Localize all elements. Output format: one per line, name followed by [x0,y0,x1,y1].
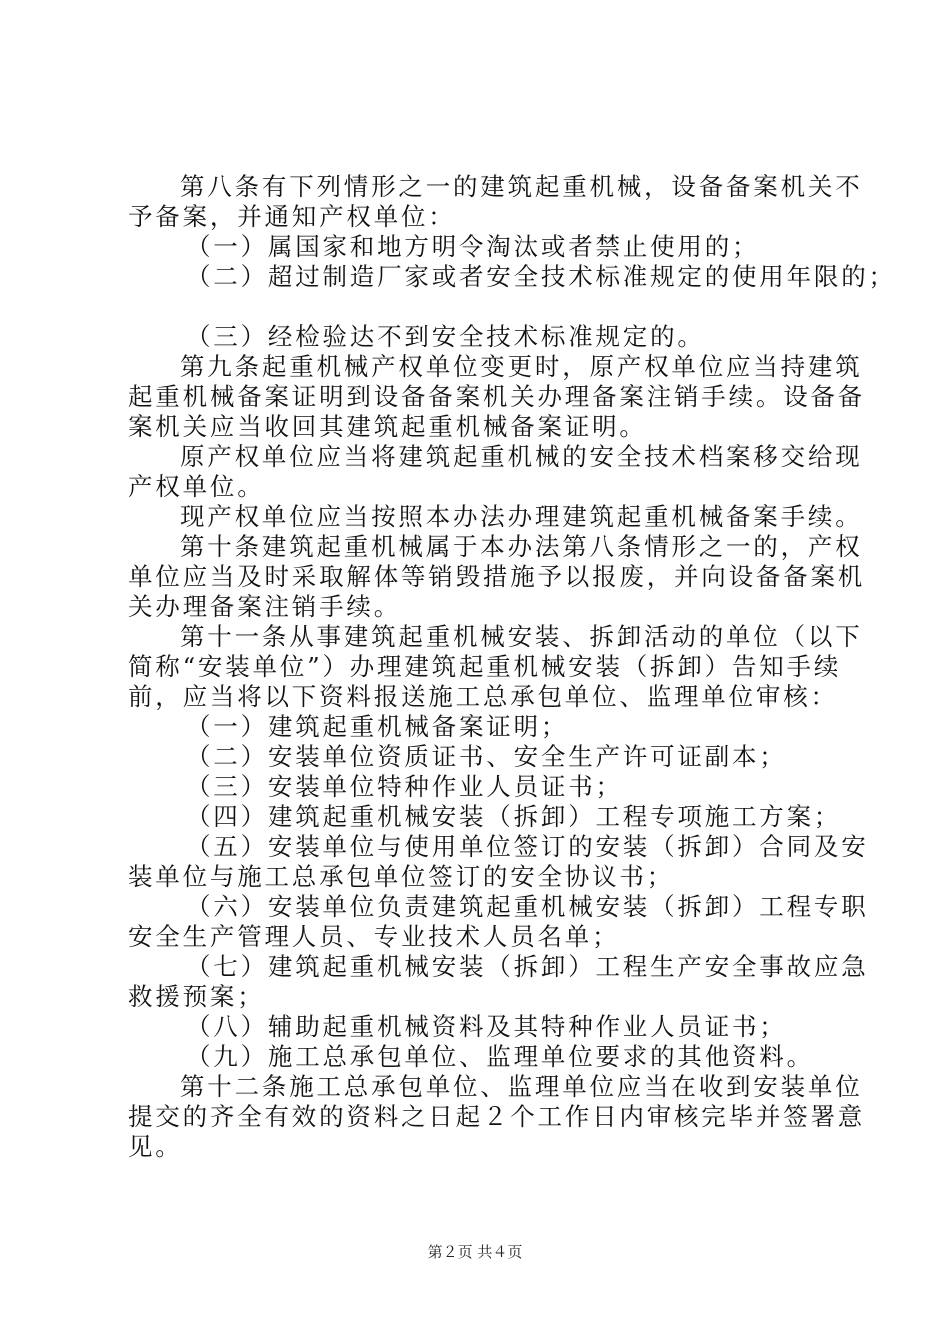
article-11-item-6-line-1: （六）安装单位负责建筑起重机械安装（拆卸）工程专职 [186,892,869,921]
article-12-line-1: 第十二条施工总承包单位、监理单位应当在收到安装单位 [180,1072,863,1101]
article-10-line-1: 第十条建筑起重机械属于本办法第八条情形之一的，产权 [180,532,863,561]
article-10-line-3: 关办理备案注销手续。 [128,592,401,621]
article-11-item-5-line-2: 装单位与施工总承包单位签订的安全协议书； [128,862,674,891]
article-11-item-6-line-2: 安全生产管理人员、专业技术人员名单； [128,922,620,951]
article-11-line-1: 第十一条从事建筑起重机械安装、拆卸活动的单位（以下 [180,622,863,651]
article-11-item-4: （四）建筑起重机械安装（拆卸）工程专项施工方案； [186,802,842,831]
page-number-footer: 第２页 共４页 [427,1243,523,1261]
article-8-item-3: （三）经检验达不到安全技术标准规定的。 [186,322,705,351]
article-8-line-2: 予备案，并通知产权单位： [128,202,456,231]
article-12-line-3: 见。 [128,1132,183,1161]
article-10-line-2: 单位应当及时采取解体等销毁措施予以报废，并向设备备案机 [128,562,866,591]
article-11-line-3: 前，应当将以下资料报送施工总承包单位、监理单位审核： [128,682,838,711]
paragraph-original-owner-line-1: 原产权单位应当将建筑起重机械的安全技术档案移交给现 [180,442,863,471]
article-11-item-7-line-1: （七）建筑起重机械安装（拆卸）工程生产安全事故应急 [186,952,869,981]
article-9-line-1: 第九条起重机械产权单位变更时，原产权单位应当持建筑 [180,352,863,381]
article-12-line-2: 提交的齐全有效的资料之日起２个工作日内审核完毕并签署意 [128,1102,866,1131]
article-11-item-5-line-1: （五）安装单位与使用单位签订的安装（拆卸）合同及安 [186,832,869,861]
document-body [128,172,896,1162]
article-11-item-8: （八）辅助起重机械资料及其特种作业人员证书； [186,1012,787,1041]
paragraph-current-owner: 现产权单位应当按照本办法办理建筑起重机械备案手续。 [180,502,863,531]
article-9-line-2: 起重机械备案证明到设备备案机关办理备案注销手续。设备备 [128,382,866,411]
article-11-item-9: （九）施工总承包单位、监理单位要求的其他资料。 [186,1042,814,1071]
article-8-item-1: （一）属国家和地方明令淘汰或者禁止使用的； [186,232,760,261]
article-11-item-7-line-2: 救援预案； [128,982,265,1011]
article-8-line-1: 第八条有下列情形之一的建筑起重机械，设备备案机关不 [180,172,863,201]
article-11-line-2: 简称“安装单位”）办理建筑起重机械安装（拆卸）告知手续 [128,652,842,681]
blank-line [128,292,834,322]
article-11-item-3: （三）安装单位特种作业人员证书； [186,772,623,801]
article-11-item-1: （一）建筑起重机械备案证明； [186,712,569,741]
paragraph-original-owner-line-2: 产权单位。 [128,472,265,501]
article-9-line-3: 案机关应当收回其建筑起重机械备案证明。 [128,412,647,441]
article-11-item-2: （二）安装单位资质证书、安全生产许可证副本； [186,742,787,771]
article-8-item-2: （二）超过制造厂家或者安全技术标准规定的使用年限的； [186,262,896,291]
